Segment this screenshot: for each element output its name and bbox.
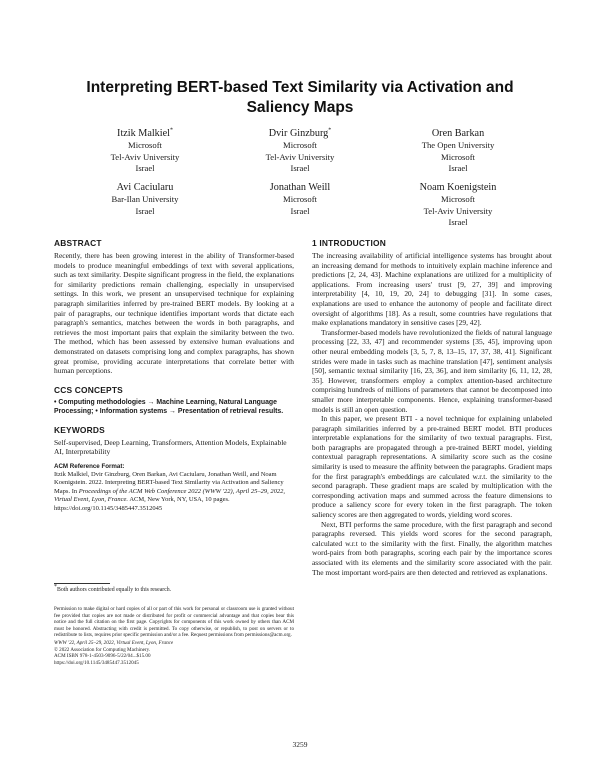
conference-info: WWW '22, April 25–29, 2022, Virtual Event, Lyon, France [54, 639, 174, 646]
permission-statement: Permission to make digital or hard copies of all or part of this work for personal or classroom use is granted without fee provided that copies are not made or distributed for profit or commercial advantage and that copies bear this notice and the full citation on the first page. Copyrights for components of this work owned by others than ACM must be honored. Abstracting with credit is permitted. To copy otherwise, or republish, to post on servers or to redistribute to lists, requires prior specific permission and/or a fee. Request permissions from permissions@acm.org. [54, 606, 294, 639]
doi: https://doi.org/10.1145/3485447.3512045 [54, 659, 139, 666]
author-affiliation: Microsoft [283, 140, 317, 150]
author-affiliation: Israel [135, 205, 155, 216]
page-number: 3259 [292, 740, 308, 749]
author-block [215, 181, 385, 217]
abstract-text: Recently, there has been growing interest in the ability of Transformer-based models to produce meaningful embeddings of text with several applications, such as text similarity. Despite significant progress in the field, the explanations for similarity predictions remain challenging, especially in unsupervised settings. In this work, we present an unsupervised technique for explaining paragraph similarities inferred by pre-trained BERT models. By looking at a pair of paragraphs, our technique identifies important words that dictate each paragraph's semantics, matches between the words in both paragraphs, and retrieves the most important pairs that explain the similarity between the two. The method, which has been assessed by extensive human evaluations and demonstrated on datasets comprising long and complex paragraphs, has shown great promise, providing accurate interpretations that correlate better with human perceptions. [54, 251, 294, 376]
author-affiliation: Tel-Aviv University [265, 151, 335, 162]
author-block [373, 127, 543, 175]
author-name: Avi Caciularu [116, 182, 174, 193]
ccs-concepts: • Computing methodologies → Machine Learning, Natural Language Processing; • Information systems → Presentation of retrieval results. [54, 398, 284, 415]
footnote-divider [54, 583, 110, 584]
intro-paragraph: Transformer-based models have revolutionized the fields of natural language processing [22, 33, 47] and recommender systems [35, 45], improving upon other neural embedding models [3, 5, 7, 8, 13–15, 17, 37, 38, 41]. Significant strides were made in tasks such as machine translation [47], sentiment analysis [50], semantic textual similarity [16, 23, 36], and item similarity [6, 11, 12, 28, 35]. However, transformers employ a complex attention-based architecture comprising hundreds of millions of parameters that cannot be decomposed into smaller more interpretable components. Hence, explaining transformer-based models is still an open question. [312, 327, 552, 414]
right-column [312, 238, 552, 577]
footnote: *Both authors contributed equally to this research. [54, 584, 172, 593]
author-block [60, 127, 230, 175]
author-affiliation: Microsoft [441, 151, 475, 162]
author-affiliation: The Open University [421, 140, 495, 150]
intro-paragraph: Next, BTI performs the same procedure, with the first paragraph and second paragraphs reversed. This yields word scores for the second paragraph, calculated w.r.t to the similarity with the first. Finally, the algorithm matches word-pairs from both paragraphs, scoring each pair by the importance scores associated with its elements and the similarity score associated with the pair. The most important word-pairs are then detected and retrieved as explanations. [312, 519, 552, 577]
author-block [373, 181, 543, 229]
introduction-heading: 1 INTRODUCTION [312, 238, 386, 248]
author-affiliation: Tel-Aviv University [423, 205, 493, 216]
acm-reference: Itzik Malkiel, Dvir Ginzburg, Oren Barkan, Avi Caciularu, Jonathan Weill, and Noam Koenigstein. 2022. Interpreting BERT-based Text Similarity via Activation and Saliency Maps. In Proceedings of the ACM Web Conference 2022 (WWW '22), April 25–29, 2022, Virtual Event, Lyon, France. ACM, New York, NY, USA, 10 pages. https://doi.org/10.1145/3485447.3512045 [54, 470, 285, 512]
acm-reference-heading: ACM Reference Format: [54, 462, 125, 470]
copyright: © 2022 Association for Computing Machinery. [54, 646, 151, 653]
author-affiliation: Bar-Ilan University [111, 194, 179, 204]
author-name: Jonathan Weill [269, 182, 331, 193]
isbn: ACM ISBN 978-1-4503-9096-5/22/04...$15.00 [54, 653, 151, 660]
author-name: Noam Koenigstein [419, 182, 497, 193]
intro-paragraph: In this paper, we present BTI - a novel technique for explaining unlabeled paragraph similarities inferred by a pre-trained BERT model. BTI produces interpretable explanations for the similarity of two textual paragraphs. First, both paragraphs are propagated through a pre-trained BERT model, yielding contextual paragraph representations. A similarity score such as the cosine similarity is used to measure the affinity between the paragraphs. Gradient maps for the first paragraph's embeddings are calculated w.r.t. the similarity to the second paragraph. These gradient maps are scaled by multiplication with the corresponding activation maps and summed across the feature dimensions to produce a saliency score for every token in the first paragraph. The token saliency scores are then aggregated to words, yielding word scores. [312, 414, 552, 520]
author-block [215, 127, 385, 175]
author-affiliation: Microsoft [283, 194, 317, 204]
author-affiliation: Israel [290, 205, 310, 216]
permission-block [54, 606, 294, 666]
author-name: Dvir Ginzburg* [268, 127, 332, 139]
intro-paragraph: The increasing availability of artificial intelligence systems has brought about an increasing demand for methods to intuitively explain machine inference and predictions [2, 24, 43]. Machine explanations are utilized for a multiplicity of applications. From increasing users' trust [9, 27, 39] and improving interpretability [4, 10, 19, 20, 24] to debugging [31]. In some cases, explanations are used to enhance the autonomy of people and facilitate direct oversight of algorithms [18]. As a result, some countries have regulations that make explanations mandatory in sensitive cases [29, 42]. [312, 251, 552, 328]
paper-title: Interpreting BERT-based Text Similarity via Activation and Saliency Maps [86, 79, 514, 116]
author-block [60, 181, 230, 217]
keywords-text: Self-supervised, Deep Learning, Transformers, Attention Models, Explainable AI, Interpretability [54, 437, 287, 457]
author-affiliation: Israel [290, 163, 310, 173]
author-name: Oren Barkan [431, 128, 485, 139]
abstract-heading: ABSTRACT [54, 238, 102, 248]
keywords-heading: KEYWORDS [54, 424, 105, 435]
author-affiliation: Israel [135, 163, 155, 173]
author-name: Itzik Malkiel* [117, 127, 173, 139]
ccs-heading: CCS CONCEPTS [54, 384, 123, 395]
author-affiliation: Tel-Aviv University [110, 151, 180, 162]
author-affiliation: Israel [448, 163, 468, 173]
author-affiliation: Israel [448, 217, 468, 227]
author-affiliation: Microsoft [441, 194, 475, 204]
left-column [54, 238, 294, 513]
author-affiliation: Microsoft [128, 140, 162, 150]
